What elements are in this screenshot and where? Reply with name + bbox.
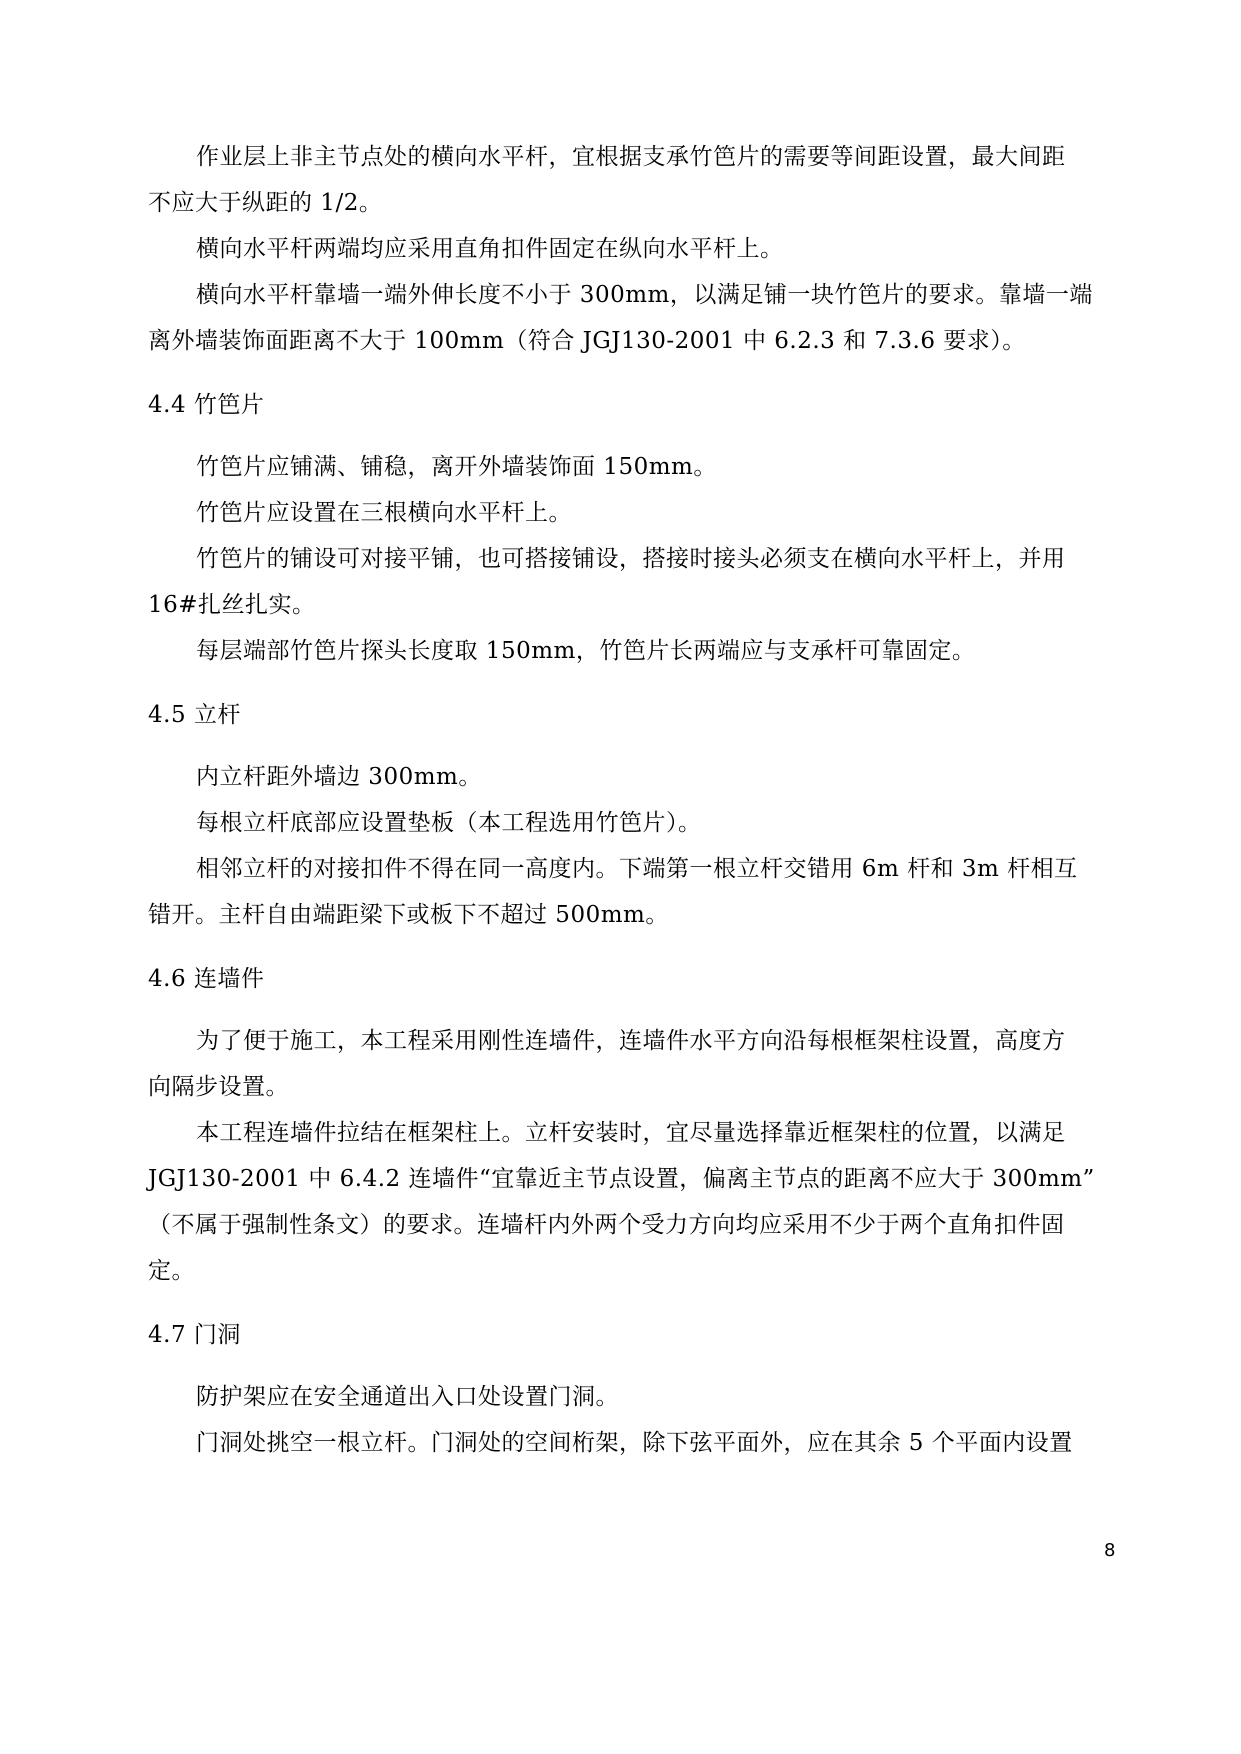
paragraph-line: 相邻立杆的对接扣件不得在同一高度内。下端第一根立杆交错用 6m 杆和 3m 杆相互 (196, 856, 1078, 882)
paragraph-line: （不属于强制性条文）的要求。连墙杆内外两个受力方向均应采用不少于两个直角扣件固 (148, 1212, 1065, 1238)
paragraph-line: 16#扎丝扎实。 (148, 592, 316, 618)
section-heading-4-5: 4.5 立杆 (148, 702, 241, 728)
paragraph-line: 离外墙装饰面距离不大于 100mm（符合 JGJ130-2001 中 6.2.3 和 7.3.6 要求）。 (148, 328, 1026, 354)
section-heading-4-7: 4.7 门洞 (148, 1322, 241, 1348)
paragraph-line: 作业层上非主节点处的横向水平杆，宜根据支承竹笆片的需要等间距设置，最大间距 (196, 144, 1066, 170)
paragraph-line: 门洞处挑空一根立杆。门洞处的空间桁架，除下弦平面外，应在其余 5 个平面内设置 (196, 1430, 1073, 1456)
paragraph-line: 定。 (148, 1258, 195, 1284)
paragraph-line: 横向水平杆两端均应采用直角扣件固定在纵向水平杆上。 (196, 236, 784, 262)
paragraph-line: 防护架应在安全通道出入口处设置门洞。 (196, 1384, 619, 1410)
paragraph-line: 内立杆距外墙边 300mm。 (196, 764, 482, 790)
paragraph-line: 竹笆片应铺满、铺稳，离开外墙装饰面 150mm。 (196, 454, 717, 480)
paragraph-line: 每根立杆底部应设置垫板（本工程选用竹笆片）。 (196, 810, 702, 836)
paragraph-line: 为了便于施工，本工程采用刚性连墙件，连墙件水平方向沿每根框架柱设置，高度方 (196, 1028, 1066, 1054)
paragraph-line: 本工程连墙件拉结在框架柱上。立杆安装时，宜尽量选择靠近框架柱的位置，以满足 (196, 1120, 1066, 1146)
section-heading-4-6: 4.6 连墙件 (148, 966, 265, 992)
paragraph-line: 错开。主杆自由端距梁下或板下不超过 500mm。 (148, 902, 669, 928)
paragraph-line: 横向水平杆靠墙一端外伸长度不小于 300mm，以满足铺一块竹笆片的要求。靠墙一端 (196, 282, 1093, 308)
paragraph-line: 不应大于纵距的 1/2。 (148, 190, 383, 216)
section-heading-4-4: 4.4 竹笆片 (148, 392, 265, 418)
paragraph-line: 竹笆片的铺设可对接平铺，也可搭接铺设，搭接时接头必须支在横向水平杆上，并用 (196, 546, 1066, 572)
paragraph-line: 每层端部竹笆片探头长度取 150mm，竹笆片长两端应与支承杆可靠固定。 (196, 638, 976, 664)
paragraph-line: 竹笆片应设置在三根横向水平杆上。 (196, 500, 572, 526)
paragraph-line: 向隔步设置。 (148, 1074, 289, 1100)
page-number: 8 (1104, 1540, 1116, 1561)
paragraph-line: JGJ130-2001 中 6.4.2 连墙件“宜靠近主节点设置，偏离主节点的距离不应大于 300mm” (148, 1166, 1095, 1192)
